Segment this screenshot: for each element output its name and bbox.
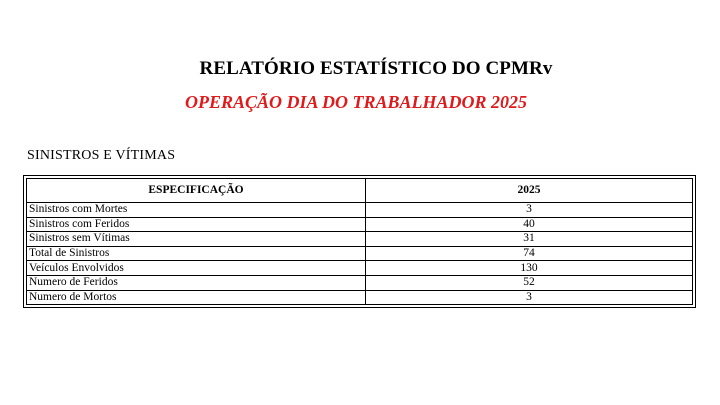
table-row — [27, 261, 693, 276]
row-label: Total de Sinistros — [27, 246, 366, 261]
table-row — [27, 275, 693, 290]
row-value: 3 — [366, 290, 693, 305]
row-value: 74 — [366, 246, 693, 261]
row-value: 3 — [366, 203, 693, 218]
section-heading: SINISTROS E VÍTIMAS — [27, 148, 176, 163]
row-value: 40 — [366, 217, 693, 232]
table-row — [27, 217, 693, 232]
statistics-table — [26, 178, 693, 305]
column-header-year: 2025 — [366, 179, 693, 203]
column-header-specification: ESPECIFICAÇÃO — [27, 179, 366, 203]
table-header-row — [27, 179, 693, 203]
row-label: Sinistros sem Vítimas — [27, 232, 366, 247]
row-label: Veículos Envolvidos — [27, 261, 366, 276]
table-row — [27, 246, 693, 261]
row-value: 31 — [366, 232, 693, 247]
row-label: Sinistros com Feridos — [27, 217, 366, 232]
report-subtitle: OPERAÇÃO DIA DO TRABALHADOR 2025 — [184, 92, 528, 112]
report-title: RELATÓRIO ESTATÍSTICO DO CPMRv — [199, 58, 553, 79]
row-label: Numero de Feridos — [27, 275, 366, 290]
statistics-table-frame — [23, 175, 696, 308]
row-label: Sinistros com Mortes — [27, 203, 366, 218]
row-value: 52 — [366, 275, 693, 290]
table-row — [27, 290, 693, 305]
table-row — [27, 203, 693, 218]
table-row — [27, 232, 693, 247]
row-value: 130 — [366, 261, 693, 276]
row-label: Numero de Mortos — [27, 290, 366, 305]
